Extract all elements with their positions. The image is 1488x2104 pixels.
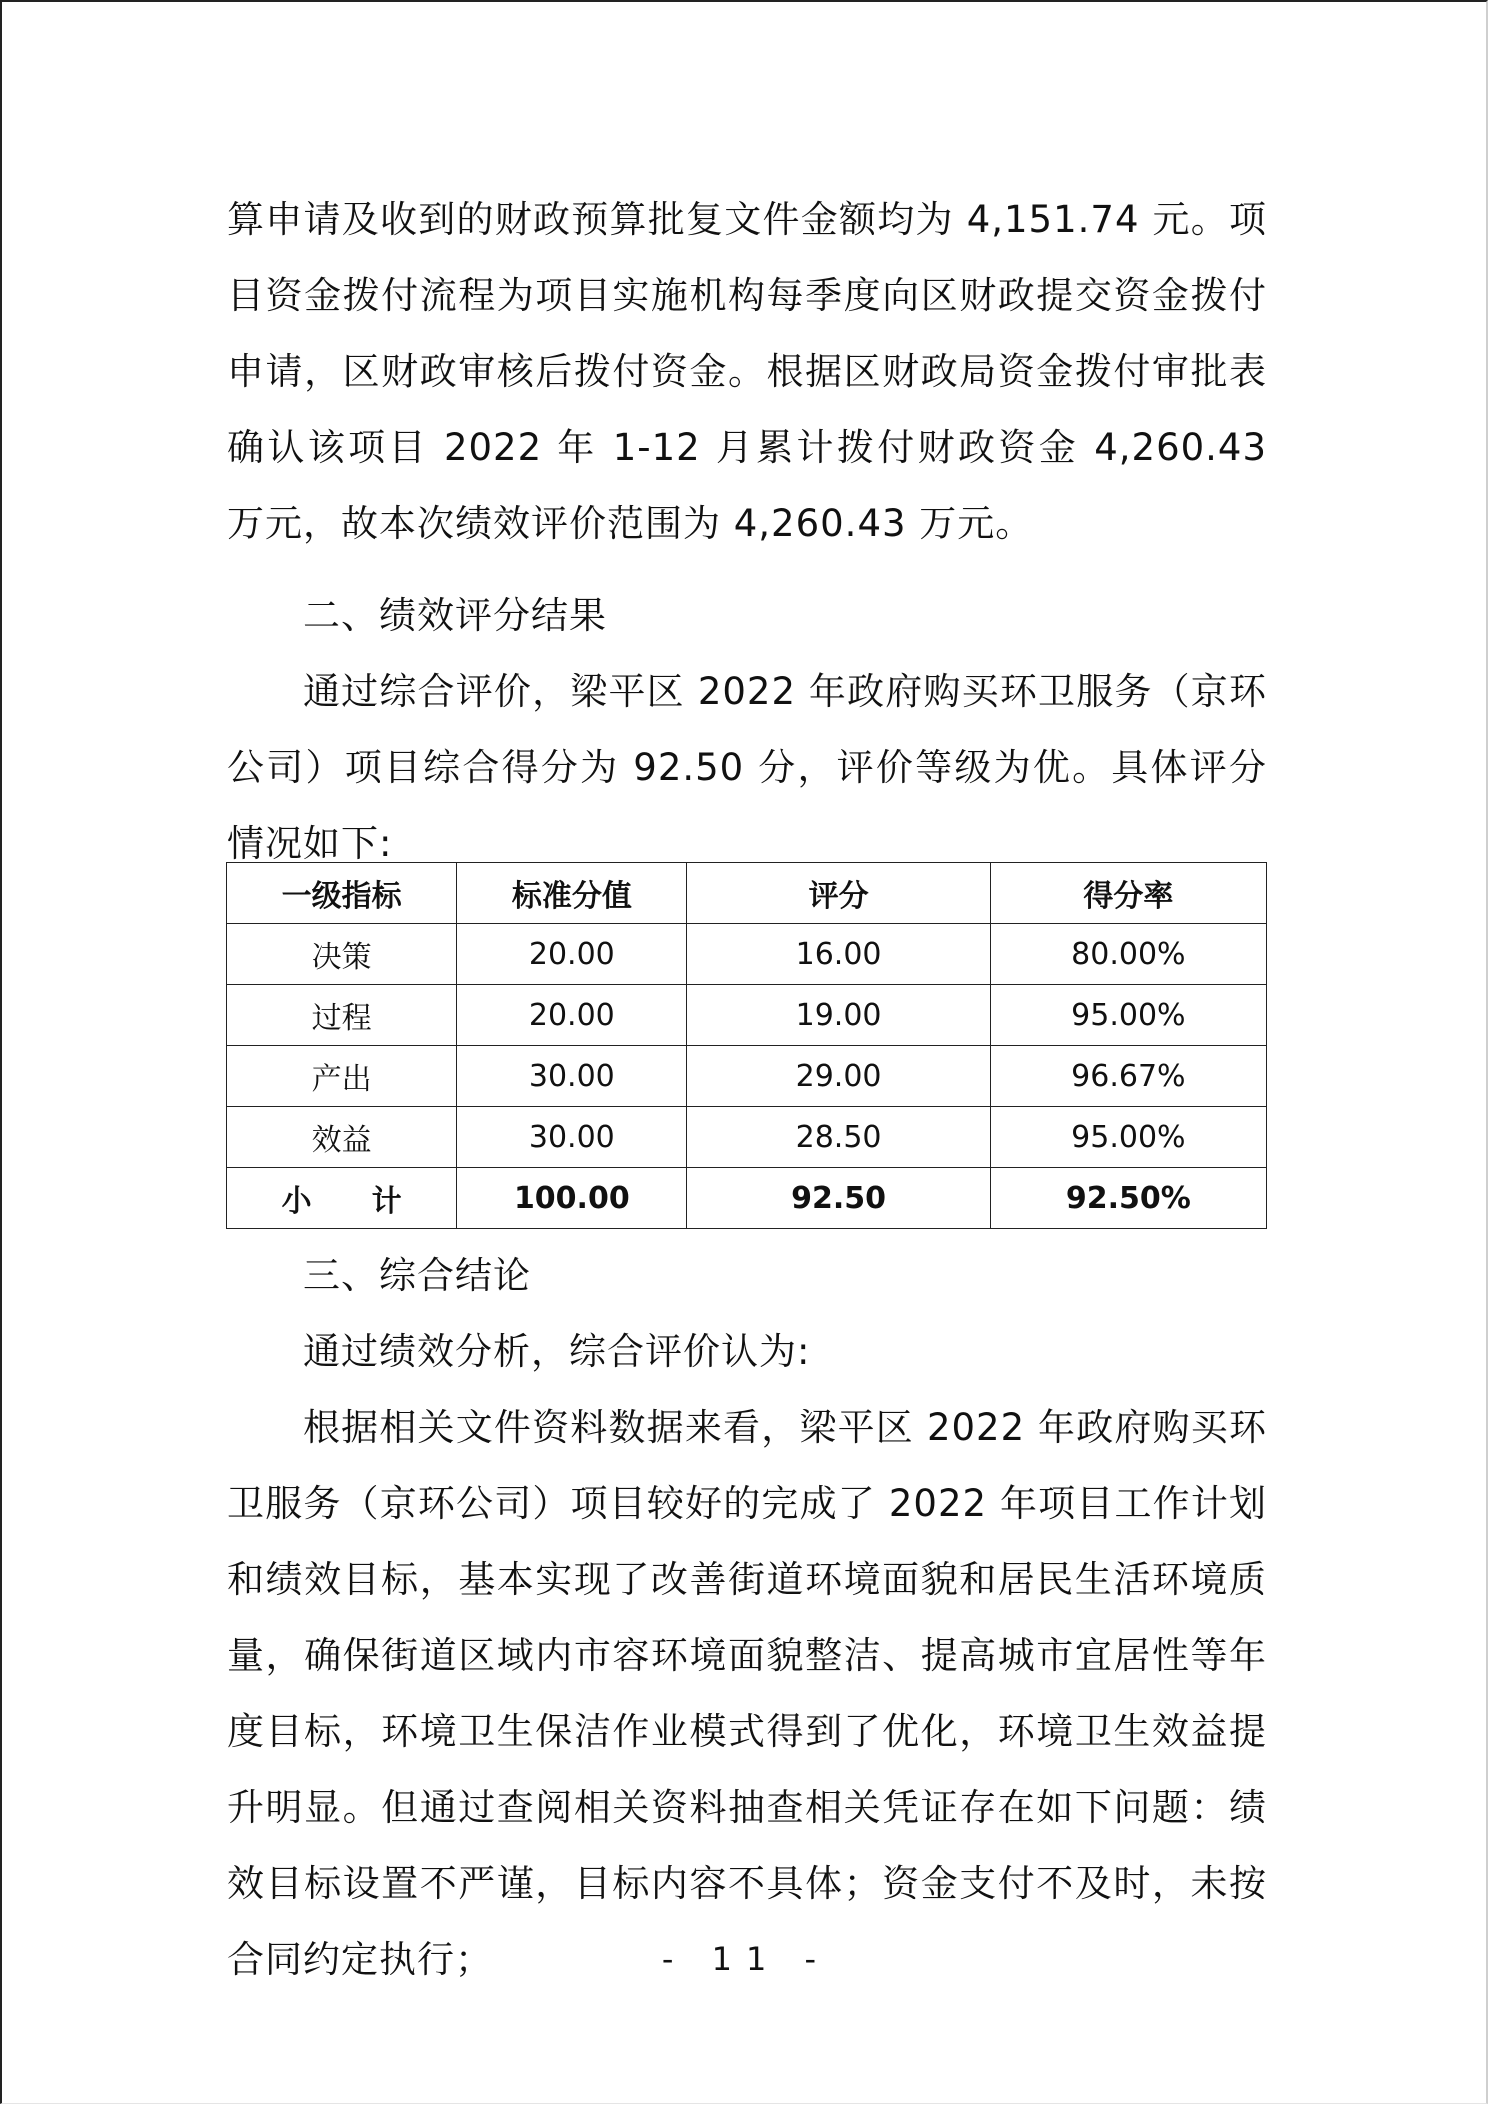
cell-score-rate: 96.67% <box>990 1046 1266 1107</box>
cell-standard-score: 20.00 <box>457 985 687 1046</box>
cell-total-label: 小 计 <box>227 1168 457 1229</box>
header-score: 评分 <box>687 863 990 924</box>
cell-score-rate: 95.00% <box>990 985 1266 1046</box>
cell-total-score-rate: 92.50% <box>990 1168 1266 1229</box>
cell-score: 16.00 <box>687 924 990 985</box>
cell-score: 29.00 <box>687 1046 990 1107</box>
header-score-rate: 得分率 <box>990 863 1266 924</box>
section-heading-score-results: 二、绩效评分结果 <box>303 594 607 637</box>
table-row <box>227 924 1267 985</box>
cell-standard-score: 30.00 <box>457 1046 687 1107</box>
cell-score-rate: 95.00% <box>990 1107 1266 1168</box>
table-row <box>227 1107 1267 1168</box>
cell-total-standard-score: 100.00 <box>457 1168 687 1229</box>
cell-score: 19.00 <box>687 985 990 1046</box>
cell-indicator: 决策 <box>227 924 457 985</box>
cell-score-rate: 80.00% <box>990 924 1266 985</box>
score-table <box>226 862 1267 1229</box>
paragraph-score-summary: 通过综合评价，梁平区 2022 年政府购买环卫服务（京环公司）项目综合得分为 92.50 分，评价等级为优。具体评分情况如下: <box>227 670 1267 865</box>
cell-indicator: 产出 <box>227 1046 457 1107</box>
header-indicator: 一级指标 <box>227 863 457 924</box>
cell-standard-score: 20.00 <box>457 924 687 985</box>
table-header-row <box>227 863 1267 924</box>
table-total-row <box>227 1168 1267 1229</box>
cell-score: 28.50 <box>687 1107 990 1168</box>
cell-total-score: 92.50 <box>687 1168 990 1229</box>
cell-indicator: 过程 <box>227 985 457 1046</box>
paragraph-conclusion-body: 根据相关文件资料数据来看，梁平区 2022 年政府购买环卫服务（京环公司）项目较好的完成了 2022 年项目工作计划和绩效目标，基本实现了改善街道环境面貌和居民生活环境质量，确保街道区域内市容环境面貌整洁、提高城市宜居性等年度目标，环境卫生保洁作业模式得到了优化，环境卫生效益提升明显。但通过查阅相关资料抽查相关凭证存在如下问题：绩效目标设置不严谨，目标内容不具体；资金支付不及时，未按合同约定执行； <box>227 1406 1267 1981</box>
cell-standard-score: 30.00 <box>457 1107 687 1168</box>
table-row <box>227 985 1267 1046</box>
cell-indicator: 效益 <box>227 1107 457 1168</box>
header-standard-score: 标准分值 <box>457 863 687 924</box>
paragraph-analysis-intro: 通过绩效分析，综合评价认为: <box>303 1330 811 1373</box>
paragraph-budget-scope: 算申请及收到的财政预算批复文件金额均为 4,151.74 元。项目资金拨付流程为项目实施机构每季度向区财政提交资金拨付申请，区财政审核后拨付资金。根据区财政局资金拨付审批表确认该项目 2022 年 1-12 月累计拨付财政资金 4,260.43 万元，故本次绩效评价范围为 4,260.43 万元。 <box>227 198 1267 545</box>
table-row <box>227 1046 1267 1107</box>
section-heading-conclusion: 三、综合结论 <box>303 1254 531 1297</box>
page-number: - 11 - <box>661 1940 831 1978</box>
